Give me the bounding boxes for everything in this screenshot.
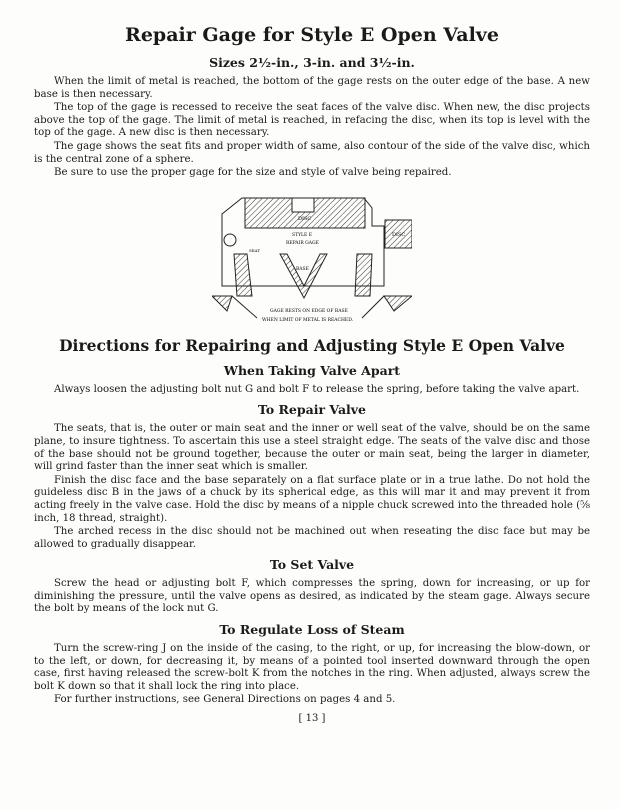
directions-title: Directions for Repairing and Adjusting Style E Open Valve	[59, 335, 565, 355]
section-text: Always loosen the adjusting bolt nut G and bolt F to release the spring, before taking the valve apart.	[54, 383, 580, 395]
intro-paragraph: The top of the gage is recessed to receive the seat faces of the valve disc. When new, the disc projects above the top of the gage. The limit of metal is reached, in refacing the disc, when its top is level with the top of the gage. A new disc is then necessary.	[34, 102, 590, 139]
section-text: Screw the head or adjusting bolt F, which compresses the spring, down for increasing, or up for diminishing the pressure, until the valve opens as desired, as indicated by the steam gage. Always secure the bolt by means of the lock nut G.	[34, 578, 590, 615]
disc-side-label: DISC	[392, 231, 406, 238]
caption-line-1: GAGE RESTS ON EDGE OF BASE	[270, 308, 348, 314]
section-heading: To Repair Valve	[257, 402, 367, 418]
section-text: Turn the screw-ring J on the inside of the casing, to the right, or up, for increasing the blow-down, or to the left, or down, for decreasing it, by means of a pointed tool inserted downward through the open case, first having released the screw-bolt K from the notches in the ring. When adjusted, always screw the bolt K down so that it shall lock the ring into place.	[34, 643, 590, 692]
section-text: Finish the disc face and the base separately on a flat surface plate or in a true lathe. Do not hold the guideless disc B in the jaws of a chuck by its spherical edge, as this will mar it and may prevent it from acting freely in the valve case. Hold the disc by means of a nipple chuck screwed into the threaded hole (⅝ inch, 18 thread, straight).	[34, 474, 590, 524]
seat-label: SEAT	[249, 247, 260, 253]
gage-label: REPAIR GAGE	[286, 240, 319, 246]
page-title: Repair Gage for Style E Open Valve	[125, 24, 499, 46]
section-text: The arched recess in the disc should not be machined out when reseating the disc face but may be allowed to gradually disappear.	[34, 526, 590, 550]
intro-paragraph: Be sure to use the proper gage for the size and style of valve being repaired.	[54, 167, 452, 179]
section-heading: When Taking Valve Apart	[223, 362, 401, 378]
section-text: For further instructions, see General Directions on pages 4 and 5.	[54, 694, 396, 706]
page-number: [ 13 ]	[298, 713, 326, 725]
base-label: BASE	[296, 266, 309, 272]
repair-gage-diagram	[212, 186, 412, 326]
intro-paragraph: When the limit of metal is reached, the bottom of the gage rests on the outer edge of the base. A new base is then necessary.	[34, 76, 590, 100]
section-text: The seats, that is, the outer or main seat and the inner or well seat of the valve, should be on the same plane, to insure tightness. To ascertain this use a steel straight edge. The seats of the valve disc and those of the base should not be ground together, because the outer or main seat, being the larger in diameter, will grind faster than the inner seat which is smaller.	[34, 423, 590, 473]
section-heading: To Regulate Loss of Steam	[219, 622, 405, 638]
caption-line-2: WHEN LIMIT OF METAL IS REACHED.	[262, 317, 354, 323]
section-heading: To Set Valve	[269, 557, 355, 573]
sizes-subtitle: Sizes 2½-in., 3-in. and 3½-in.	[209, 55, 415, 70]
disc-label: DISC	[298, 215, 312, 222]
intro-paragraph: The gage shows the seat fits and proper width of same, also contour of the side of the valve disc, which is the central zone of a sphere.	[34, 140, 590, 165]
style-label: STYLE E	[292, 232, 313, 238]
